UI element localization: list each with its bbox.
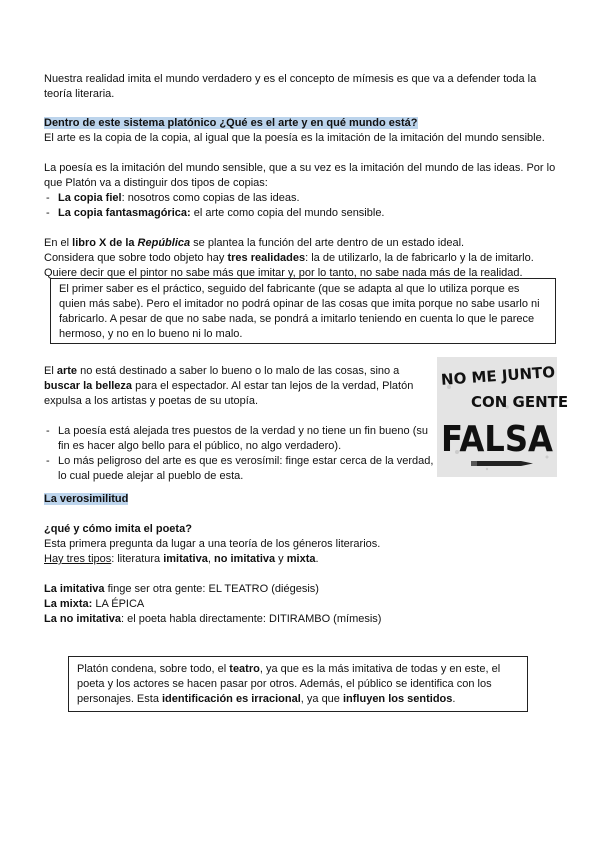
genre-line: La imitativa finge ser otra gente: EL TEATRO (diégesis) bbox=[44, 583, 319, 595]
list-item: - La copia fiel: nosotros como copias de las ideas. bbox=[44, 191, 556, 206]
poetry-list bbox=[44, 424, 434, 484]
poster-line-3: FALSA bbox=[441, 419, 554, 460]
box-text: El primer saber es el práctico, seguido del fabricante (que se adapta al que lo utiliza porque es quien más sabe). Pero el imitador no podrá opinar de las cosas que imita porque no sabe usarlo ni fabricarlo. A pesar de que no sabe nada, se pondrá a imitarlo teniendo en cuenta lo que le parece hermoso, y no en lo bueno ni lo malo. bbox=[59, 283, 540, 340]
paragraph: El arte es la copia de la copia, al igual que la poesía es la imitación de la imitación del mundo sensible. bbox=[44, 132, 545, 144]
paragraph: Esta primera pregunta da lugar a una teoría de los géneros literarios. bbox=[44, 538, 381, 550]
paragraph: Considera que sobre todo objeto hay tres realidades: la de utilizarlo, la de fabricarlo y la de imitarlo. bbox=[44, 252, 534, 264]
paragraph: Hay tres tipos: literatura imitativa, no imitativa y mixta. bbox=[44, 553, 319, 565]
theatre-box bbox=[68, 656, 528, 712]
box-text: Platón condena, sobre todo, el teatro, ya que es la más imitativa de todas y en este, el poeta y los actores se hacen pasar por otros. Además, el público se identifica con los personajes. Esta identificación es irracional, ya que influyen los sentidos. bbox=[77, 663, 501, 705]
list-item: - Lo más peligroso del arte es que es verosímil: finge estar cerca de la verdad, lo cual puede alejar al pueblo de esta. bbox=[44, 454, 434, 484]
section-heading: La verosimilitud bbox=[44, 493, 129, 505]
question: ¿qué y cómo imita el poeta? bbox=[44, 523, 192, 535]
paragraph: La poesía es la imitación del mundo sensible, que a su vez es la imitación del mundo de las ideas. Por lo que Platón va a distinguir dos tipos de copias: bbox=[44, 162, 556, 189]
paragraph: Quiere decir que el pintor no sabe más que imitar y, por lo tanto, no sabe nada más de la realidad. bbox=[44, 267, 523, 279]
paragraph: El arte no está destinado a saber lo bueno o lo malo de las cosas, sino a buscar la belleza para el espectador. Al estar tan lejos de la verdad, Platón expulsa a los artistas y poetas de su utopía. bbox=[44, 365, 414, 407]
intro-paragraph bbox=[44, 72, 556, 102]
knowledge-box bbox=[50, 278, 556, 344]
section-art-beauty bbox=[44, 364, 434, 484]
intro-text: Nuestra realidad imita el mundo verdadero y es el concepto de mímesis es que va a defender toda la teoría literaria. bbox=[44, 73, 537, 100]
list-item: - La poesía está alejada tres puestos de la verdad y no tiene un fin bueno (su fin es hacer algo bello para el público, no algo verdadero). bbox=[44, 424, 434, 454]
section-heading: Dentro de este sistema platónico ¿Qué es el arte y en qué mundo está? bbox=[44, 117, 418, 129]
paragraph: En el libro X de la República se plantea la función del arte dentro de un estado ideal. bbox=[44, 237, 465, 249]
genre-line: La no imitativa: el poeta habla directamente: DITIRAMBO (mímesis) bbox=[44, 613, 382, 625]
copy-types-list bbox=[44, 191, 556, 221]
section-verisimilitude bbox=[44, 492, 556, 627]
bullet-graphic bbox=[471, 461, 533, 466]
falsa-poster-image bbox=[437, 357, 569, 477]
poster-line-2: CON GENTE bbox=[471, 393, 569, 411]
poster-line-1: NO ME JUNTO bbox=[440, 362, 556, 389]
list-item: - La copia fantasmagórica: el arte como copia del mundo sensible. bbox=[44, 206, 556, 221]
section-platonic-art bbox=[44, 116, 556, 281]
genre-line: La mixta: LA ÉPICA bbox=[44, 598, 145, 610]
